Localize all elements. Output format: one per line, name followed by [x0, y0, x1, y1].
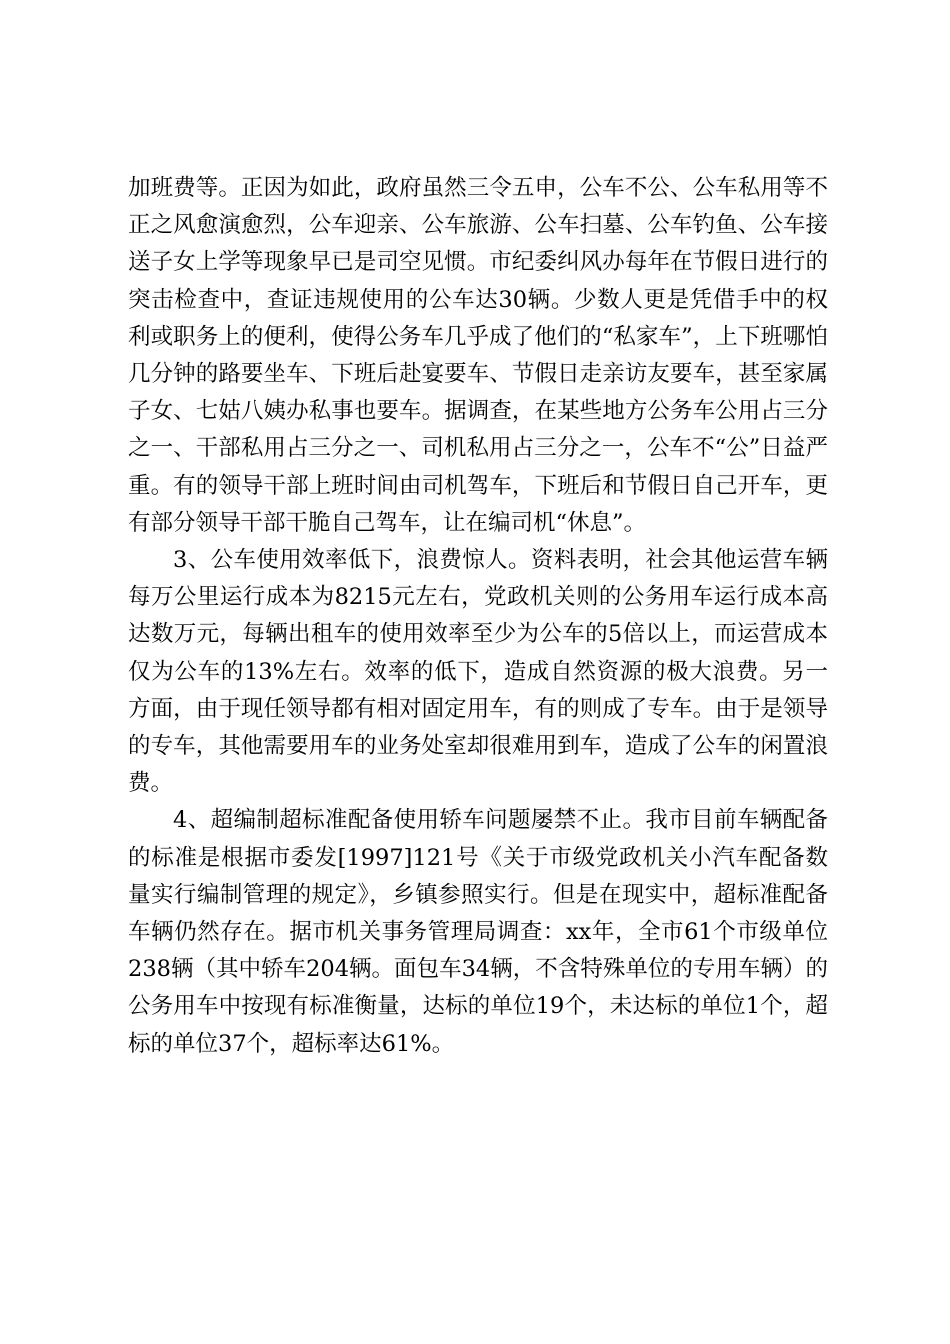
paragraph-1: 加班费等。正因为如此，政府虽然三令五申，公车不公、公车私用等不正之风愈演愈烈，公车迎亲、公车旅游、公车扫墓、公车钓鱼、公车接送子女上学等现象早已是司空见惯。市纪委纠风办每年在节假日进行的突击检查中，查证违规使用的公车达30辆。少数人更是凭借手中的权利或职务上的便利，使得公务车几乎成了他们的“私家车”，上下班哪怕几分钟的路要坐车、下班后赴宴要车、节假日走亲访友要车，甚至家属子女、七姑八姨办私事也要车。据调查，在某些地方公务车公用占三分之一、干部私用占三分之一、司机私用占三分之一，公车不“公”日益严重。有的领导干部上班时间由司机驾车，下班后和节假日自己开车，更有部分领导干部干脆自己驾车，让在编司机“休息”。	[128, 175, 828, 536]
paragraph-2: 3、公车使用效率低下，浪费惊人。资料表明，社会其他运营车辆每万公里运行成本为8215元左右，党政机关则的公务用车运行成本高达数万元，每辆出租车的使用效率至少为公车的5倍以上，而运营成本仅为公车的13%左右。效率的低下，造成自然资源的极大浪费。另一方面，由于现任领导都有相对固定用车，有的则成了专车。由于是领导的专车，其他需要用车的业务处室却很难用到车，造成了公车的闲置浪费。	[128, 547, 828, 797]
document-body	[128, 170, 828, 1063]
paragraph-3: 4、超编制超标准配备使用轿车问题屡禁不止。我市目前车辆配备的标准是根据市委发[1997]121号《关于市级党政机关小汽车配备数量实行编制管理的规定》，乡镇参照实行。但是在现实中，超标准配备车辆仍然存在。据市机关事务管理局调查：xx年，全市61个市级单位238辆（其中轿车204辆。面包车34辆，不含特殊单位的专用车辆）的公务用车中按现有标准衡量，达标的单位19个，未达标的单位1个，超标的单位37个，超标率达61%。	[128, 807, 828, 1057]
